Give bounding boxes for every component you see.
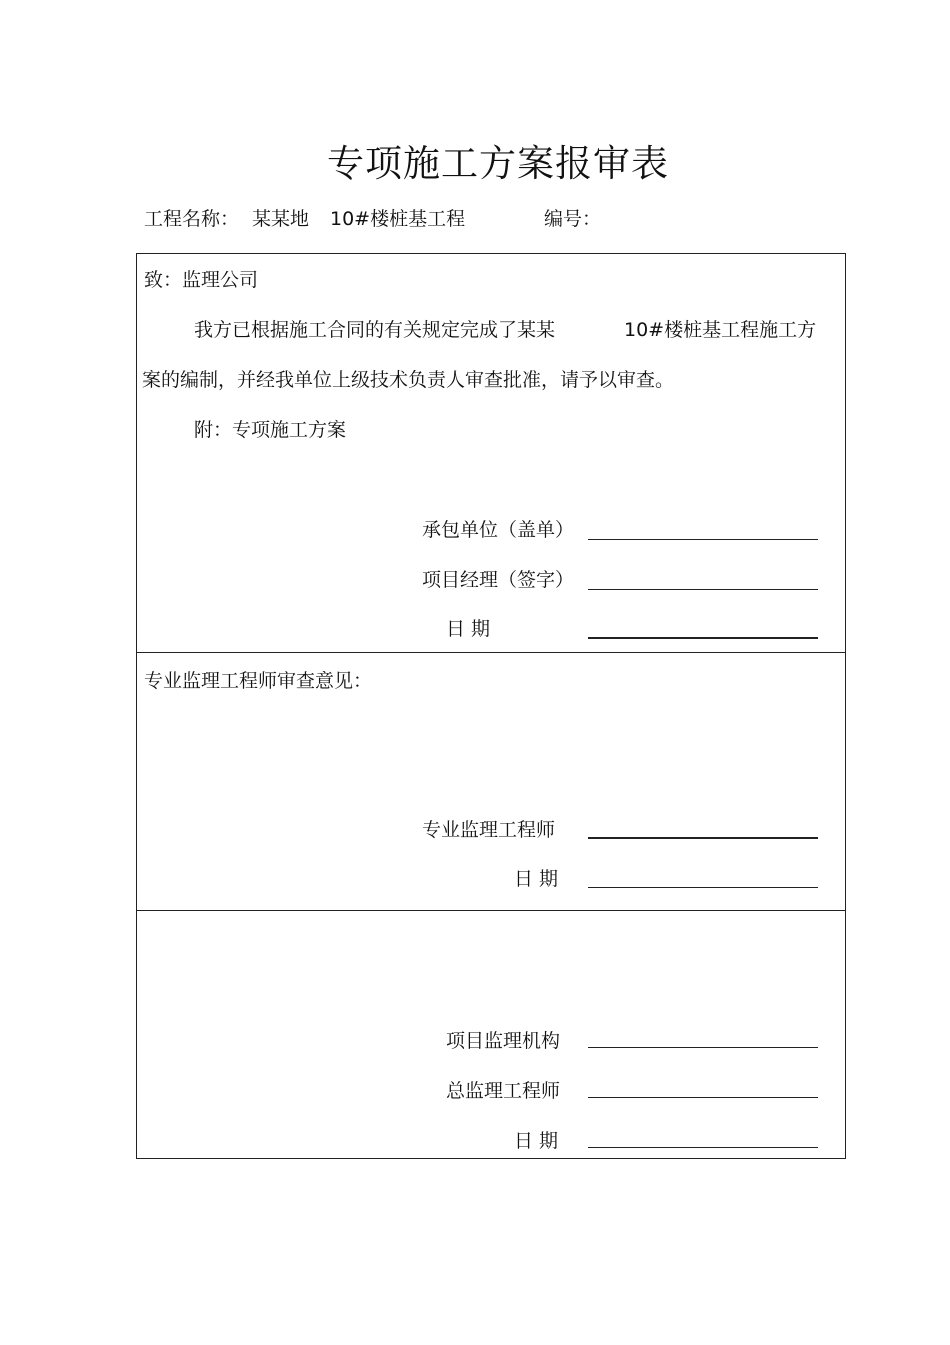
date-label-2: 日 期	[514, 868, 559, 890]
date-line-2[interactable]	[588, 887, 818, 888]
supervision-org-signature-line[interactable]	[588, 1047, 818, 1048]
section-divider-2	[136, 910, 846, 911]
contractor-label: 承包单位（盖单）	[422, 519, 575, 541]
addressee-line: 致：监理公司	[144, 269, 259, 291]
supervising-engineer-signature-line[interactable]	[588, 837, 818, 839]
supervision-org-label: 项目监理机构	[446, 1030, 561, 1052]
project-name-value: 某某地	[252, 208, 310, 230]
date-line-3[interactable]	[588, 1147, 818, 1148]
number-label: 编号：	[544, 208, 602, 230]
chief-engineer-signature-line[interactable]	[588, 1097, 818, 1098]
page-title: 专项施工方案报审表	[327, 142, 669, 185]
review-opinion-label: 专业监理工程师审查意见：	[144, 670, 373, 692]
chief-engineer-label: 总监理工程师	[446, 1080, 561, 1102]
supervising-engineer-label: 专业监理工程师	[422, 819, 556, 841]
project-manager-signature-line[interactable]	[588, 589, 818, 590]
project-name-label: 工程名称：	[144, 208, 240, 230]
project-manager-label: 项目经理（签字）	[422, 569, 575, 591]
body-text-line-1b: 10#楼桩基工程施工方	[624, 319, 817, 341]
body-text-line-2: 案的编制，并经我单位上级技术负责人审查批准，请予以审查。	[142, 369, 675, 391]
contractor-signature-line[interactable]	[588, 539, 818, 540]
date-line-1[interactable]	[588, 637, 818, 639]
attachment-line: 附：专项施工方案	[194, 419, 347, 441]
project-name-value-2: 10#楼桩基工程	[330, 208, 466, 230]
section-divider-1	[136, 652, 846, 653]
body-text-line-1a: 我方已根据施工合同的有关规定完成了某某	[194, 319, 556, 341]
date-label-1: 日 期	[446, 618, 491, 640]
date-label-3: 日 期	[514, 1130, 559, 1152]
